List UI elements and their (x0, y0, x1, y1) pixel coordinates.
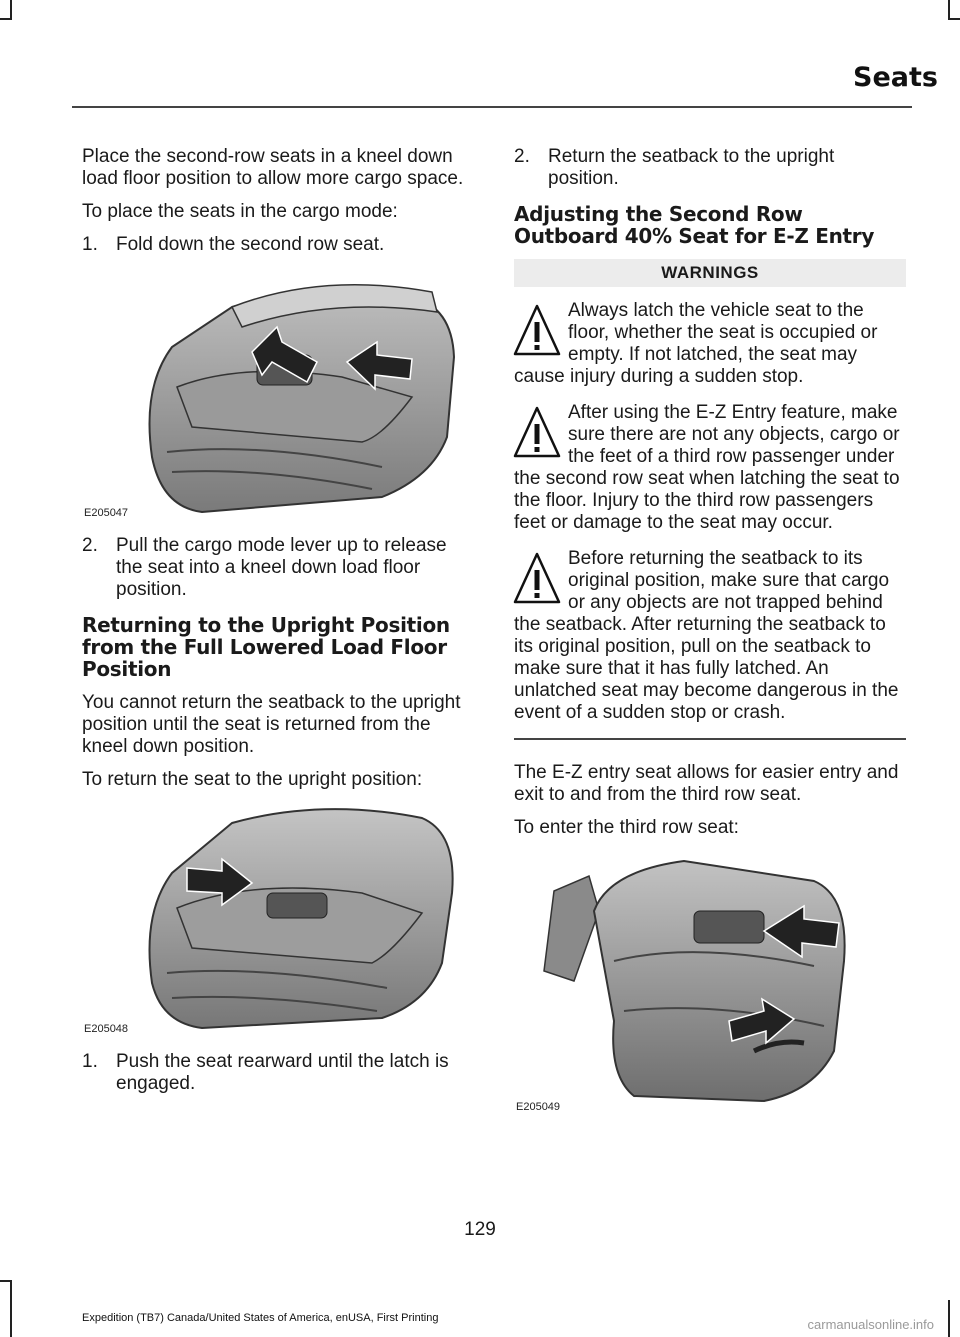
figure-ez-entry (514, 851, 906, 1111)
cargo-mode-intro: To place the seats in the cargo mode: (82, 201, 398, 222)
warning-item (514, 402, 906, 534)
step-text: Fold down the second row seat. (116, 234, 385, 255)
warning-triangle-icon (512, 550, 562, 608)
upright-intro: To return the seat to the upright position: (82, 769, 423, 790)
intro-paragraph: Place the second-row seats in a kneel down load floor position to allow more cargo space. (82, 146, 464, 189)
seat-illustration-3 (514, 851, 906, 1111)
warning-text: Always latch the vehicle seat to the floor, whether the seat is occupied or empty. If not latched, the seat may cause injury during a sudden stop. (514, 300, 878, 387)
figure-code: E205047 (84, 507, 129, 519)
figure-return-seat (82, 803, 474, 1033)
ez-entry-paragraph: The E-Z entry seat allows for easier entry and exit to and from the third row seat. (514, 762, 899, 805)
crop-mark (10, 1280, 12, 1337)
ez-entry-intro: To enter the third row seat: (514, 817, 739, 838)
step-number: 1. (82, 1051, 98, 1072)
warnings-rule (514, 738, 906, 740)
page-title: Seats (853, 62, 938, 93)
crop-mark (0, 18, 12, 20)
warning-item (514, 548, 906, 724)
figure-fold-seat (82, 267, 474, 517)
step-pull-lever (82, 535, 474, 601)
warning-text: After using the E-Z Entry feature, make sure there are not any objects, cargo or the feet of a third row passenger under the second row seat when latching the seat to the floor. Injury to the third row passengers feet or damage to the seat may occur. (514, 402, 900, 533)
seat-illustration-1 (82, 267, 474, 517)
step-number: 2. (514, 146, 530, 167)
crop-mark (948, 1300, 950, 1337)
crop-mark (948, 0, 950, 20)
crop-mark (948, 18, 960, 20)
seat-illustration-2 (82, 803, 474, 1033)
step-push-seat (82, 1051, 474, 1095)
crop-mark (0, 1280, 12, 1282)
step-text: Pull the cargo mode lever up to release the seat into a kneel down load floor position. (116, 535, 447, 600)
footer-text: Expedition (TB7) Canada/United States of America, enUSA, First Printing (82, 1312, 439, 1324)
figure-code: E205049 (516, 1101, 561, 1113)
left-column (82, 146, 474, 1106)
step-fold-down (82, 234, 474, 256)
header-rule (72, 106, 912, 108)
upright-paragraph: You cannot return the seatback to the upright position until the seat is returned from the kneel down position. (82, 692, 461, 757)
step-text: Push the seat rearward until the latch is engaged. (116, 1051, 449, 1094)
warning-item (514, 300, 906, 388)
section-heading: Returning to the Upright Position from the Full Lowered Load Floor Position (82, 613, 450, 681)
step-return-seatback (514, 146, 906, 190)
warning-triangle-icon (512, 302, 562, 360)
step-text: Return the seatback to the upright position. (548, 146, 835, 189)
crop-mark (10, 0, 12, 20)
watermark: carmanualsonline.info (807, 1317, 934, 1332)
page-number: 129 (464, 1219, 496, 1240)
warnings-header: WARNINGS (514, 259, 906, 287)
figure-code: E205048 (84, 1023, 129, 1035)
section-heading: Adjusting the Second Row Outboard 40% Seat for E-Z Entry (514, 202, 875, 248)
right-column (514, 146, 906, 1129)
warning-triangle-icon (512, 404, 562, 462)
warning-text: Before returning the seatback to its original position, make sure that cargo or any objects are not trapped behind the seatback. After returning the seatback to its original position, pull on the seatback to make sure that it has fully latched. An unlatched seat may become dangerous in the event of a sudden stop or crash. (514, 548, 899, 723)
step-number: 1. (82, 234, 98, 255)
step-number: 2. (82, 535, 98, 556)
